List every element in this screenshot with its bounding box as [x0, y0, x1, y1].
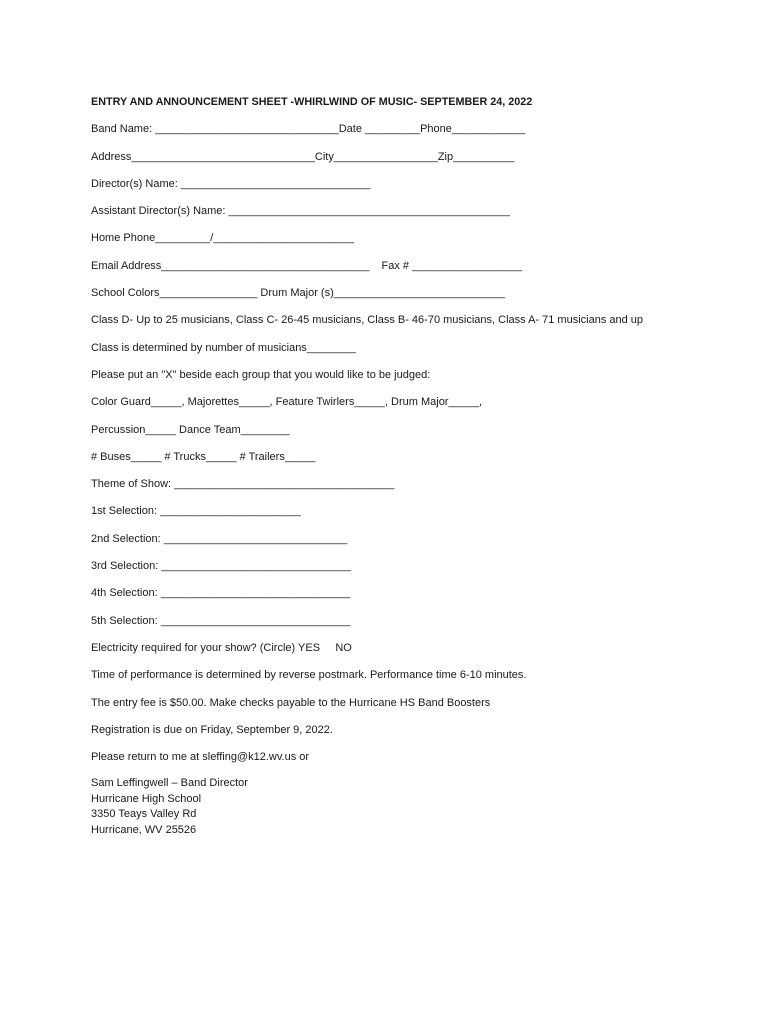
- judging-instructions-line: Please put an "X" beside each group that you would like to be judged:: [91, 368, 431, 381]
- form-title: ENTRY AND ANNOUNCEMENT SHEET -WHIRLWIND OF MUSIC- SEPTEMBER 24, 2022: [91, 96, 533, 108]
- band-name-line: Band Name: ______________________________Date _________Phone____________: [91, 123, 526, 136]
- class-determination-line: Class is determined by number of musicians________: [91, 341, 356, 354]
- theme-of-show-line: Theme of Show: ____________________________________: [91, 478, 395, 491]
- entry-fee-line: The entry fee is $50.00. Make checks payable to the Hurricane HS Band Boosters: [91, 696, 491, 709]
- vehicles-line: # Buses_____ # Trucks_____ # Trailers_____: [91, 450, 316, 463]
- percussion-dance-line: Percussion_____ Dance Team________: [91, 423, 290, 436]
- school-colors-line: School Colors________________ Drum Major (s)____________________________: [91, 287, 506, 300]
- fourth-selection-line: 4th Selection: _______________________________: [91, 587, 351, 600]
- performance-time-line: Time of performance is determined by reverse postmark. Performance time 6-10 minutes.: [91, 669, 527, 682]
- judged-groups-line: Color Guard_____, Majorettes_____, Feature Twirlers_____, Drum Major_____,: [91, 396, 483, 409]
- third-selection-line: 3rd Selection: _______________________________: [91, 560, 351, 573]
- contact-school: Hurricane High School: [91, 792, 202, 805]
- electricity-line: Electricity required for your show? (Circle) YES NO: [91, 641, 352, 654]
- address-line: Address______________________________City_________________Zip__________: [91, 150, 515, 163]
- home-phone-line: Home Phone_________/_______________________: [91, 232, 355, 245]
- entry-form: [91, 94, 751, 838]
- fifth-selection-line: 5th Selection: _______________________________: [91, 614, 351, 627]
- first-selection-line: 1st Selection: _______________________: [91, 505, 301, 518]
- return-to-line: Please return to me at sleffing@k12.wv.us or: [91, 751, 310, 764]
- contact-city: Hurricane, WV 25526: [91, 823, 197, 836]
- contact-street: 3350 Teays Valley Rd: [91, 808, 197, 821]
- second-selection-line: 2nd Selection: ______________________________: [91, 532, 348, 545]
- contact-name: Sam Leffingwell – Band Director: [91, 777, 248, 790]
- director-name-line: Director(s) Name: _______________________________: [91, 177, 371, 190]
- email-fax-line: Email Address__________________________________ Fax # __________________: [91, 259, 523, 272]
- assistant-director-line: Assistant Director(s) Name: ______________________________________________: [91, 205, 510, 218]
- registration-due-line: Registration is due on Friday, September 9, 2022.: [91, 723, 333, 736]
- class-definitions-line: Class D- Up to 25 musicians, Class C- 26-45 musicians, Class B- 46-70 musicians, Class A- 71 musicians and up: [91, 314, 644, 327]
